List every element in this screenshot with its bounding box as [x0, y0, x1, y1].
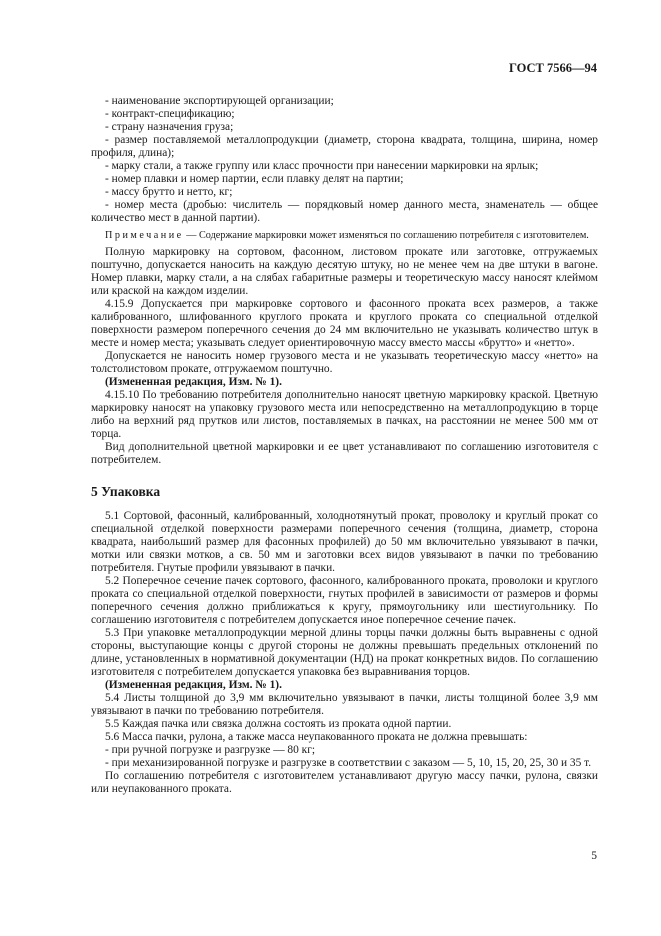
- list-item: - при механизированной погрузке и разгрузке в соответствии с заказом — 5, 10, 15, 20, 25, 30 и 35 т.: [105, 757, 592, 769]
- paragraph: Допускается не наносить номер грузового места и не указывать теоретическую массу «нетто» на толстолистовом прокате, отгружаемом поштучно.: [91, 350, 598, 375]
- list-item: - при ручной погрузке и разгрузке — 80 кг;: [105, 744, 316, 756]
- paragraph: Полную маркировку на сортовом, фасонном, листовом прокате или заготовке, отгружаемых поштучно, допускается наносить на каждую десятую штуку, но не менее чем на две штуки в вагоне. Номер плавки, марку стали, а на слябах габаритные размеры и теоретическую массу наносят клеймом или краской на каждом изделии.: [91, 246, 598, 297]
- page-body: [91, 95, 598, 796]
- paragraph: 4.15.10 По требованию потребителя дополнительно наносят цветную маркировку краской. Цветную маркировку наносят на упаковку грузового места или непосредственно на металлопродукцию в торце либо на верхний ряд прутков или листов, поставляемых в пачках, на расстоянии не менее 500 мм от торца.: [91, 389, 598, 440]
- list-item: - номер плавки и номер партии, если плавку делят на партии;: [105, 173, 404, 185]
- marking-list: [91, 95, 598, 225]
- document-header: ГОСТ 7566—94: [508, 61, 597, 75]
- list-item: - размер поставляемой металлопродукции (диаметр, сторона квадрата, толщина, ширина, номер профиля, длина);: [91, 134, 598, 159]
- list-item: - массу брутто и нетто, кг;: [105, 186, 233, 198]
- note-label: Примечание: [105, 230, 184, 241]
- paragraph: 5.4 Листы толщиной до 3,9 мм включительно увязывают в пачки, листы толщиной более 3,9 мм увязывают в пачки по требованию потребителя.: [91, 692, 598, 717]
- paragraph: 5.6 Масса пачки, рулона, а также масса неупакованного проката не должна превышать:: [105, 731, 528, 743]
- paragraph: 5.3 При упаковке металлопродукции мерной длины торцы пачки должны быть выравнены с одной стороны, выступающие концы с другой стороны не должны превышать предельных отклонений по длине, установленных в нормативной документации (НД) на прокат конкретных видов. По соглашению изготовителя с потребителем допускается упаковка без выравнивания торцов.: [91, 627, 598, 678]
- paragraph: Вид дополнительной цветной маркировки и ее цвет устанавливают по соглашению изготовителя с потребителем.: [91, 441, 598, 466]
- paragraph: 5.1 Сортовой, фасонный, калиброванный, холоднотянутый прокат, проволоку и круглый прокат со специальной отделкой поверхности размерами поперечного сечения (толщина, диаметр, сторона квадрата, наибольший размер для фасонных профилей) до 50 мм включительно увязывают в пачки, мотки или связки мотков, а св. 50 мм и заготовки всех видов увязывают в пачки по требованию потребителя. Гнутые профили увязывают в пачки.: [91, 510, 598, 574]
- amendment-note: (Измененная редакция, Изм. № 1).: [105, 679, 282, 691]
- paragraph: 5.2 Поперечное сечение пачек сортового, фасонного, калиброванного проката, проволоки и круглого проката со специальной отделкой поверхности, гнутых профилей в зависимости от размеров и формы поперечного сечения должно приближаться к кругу, прямоугольнику или шестиугольнику. По соглашению изготовителя с потребителем допускается иное поперечное сечение пачек.: [91, 575, 598, 626]
- list-item: - марку стали, а также группу или класс прочности при нанесении маркировки на ярлык;: [105, 160, 539, 172]
- amendment-note: (Измененная редакция, Изм. № 1).: [105, 376, 282, 388]
- list-item: - контракт-спецификацию;: [105, 108, 235, 120]
- list-item: - номер места (дробью: числитель — порядковый номер данного места, знаменатель — общее количество мест в данной партии).: [91, 199, 598, 224]
- paragraph: 5.5 Каждая пачка или связка должна состоять из проката одной партии.: [105, 718, 452, 730]
- note-text: — Содержание маркировки может изменяться по соглашению потребителя с изготовителем.: [183, 230, 589, 241]
- note: [91, 230, 598, 242]
- page-number: 5: [591, 850, 597, 862]
- paragraph: По соглашению потребителя с изготовителем устанавливают другую массу пачки, рулона, связки или неупакованного проката.: [91, 770, 598, 795]
- list-item: - страну назначения груза;: [105, 121, 234, 133]
- section-heading: 5 Упаковка: [91, 484, 161, 499]
- paragraph: 4.15.9 Допускается при маркировке сортового и фасонного проката всех размеров, а также калиброванного, шлифованного круглого проката и круглого проката со специальной отделкой поверхности размером поперечного сечения до 24 мм включительно не указывать количество штук в месте и номер места; указывать следует ориентировочную массу вместо массы «брутто» и «нетто».: [91, 298, 598, 349]
- list-item: - наименование экспортирующей организации;: [105, 95, 334, 107]
